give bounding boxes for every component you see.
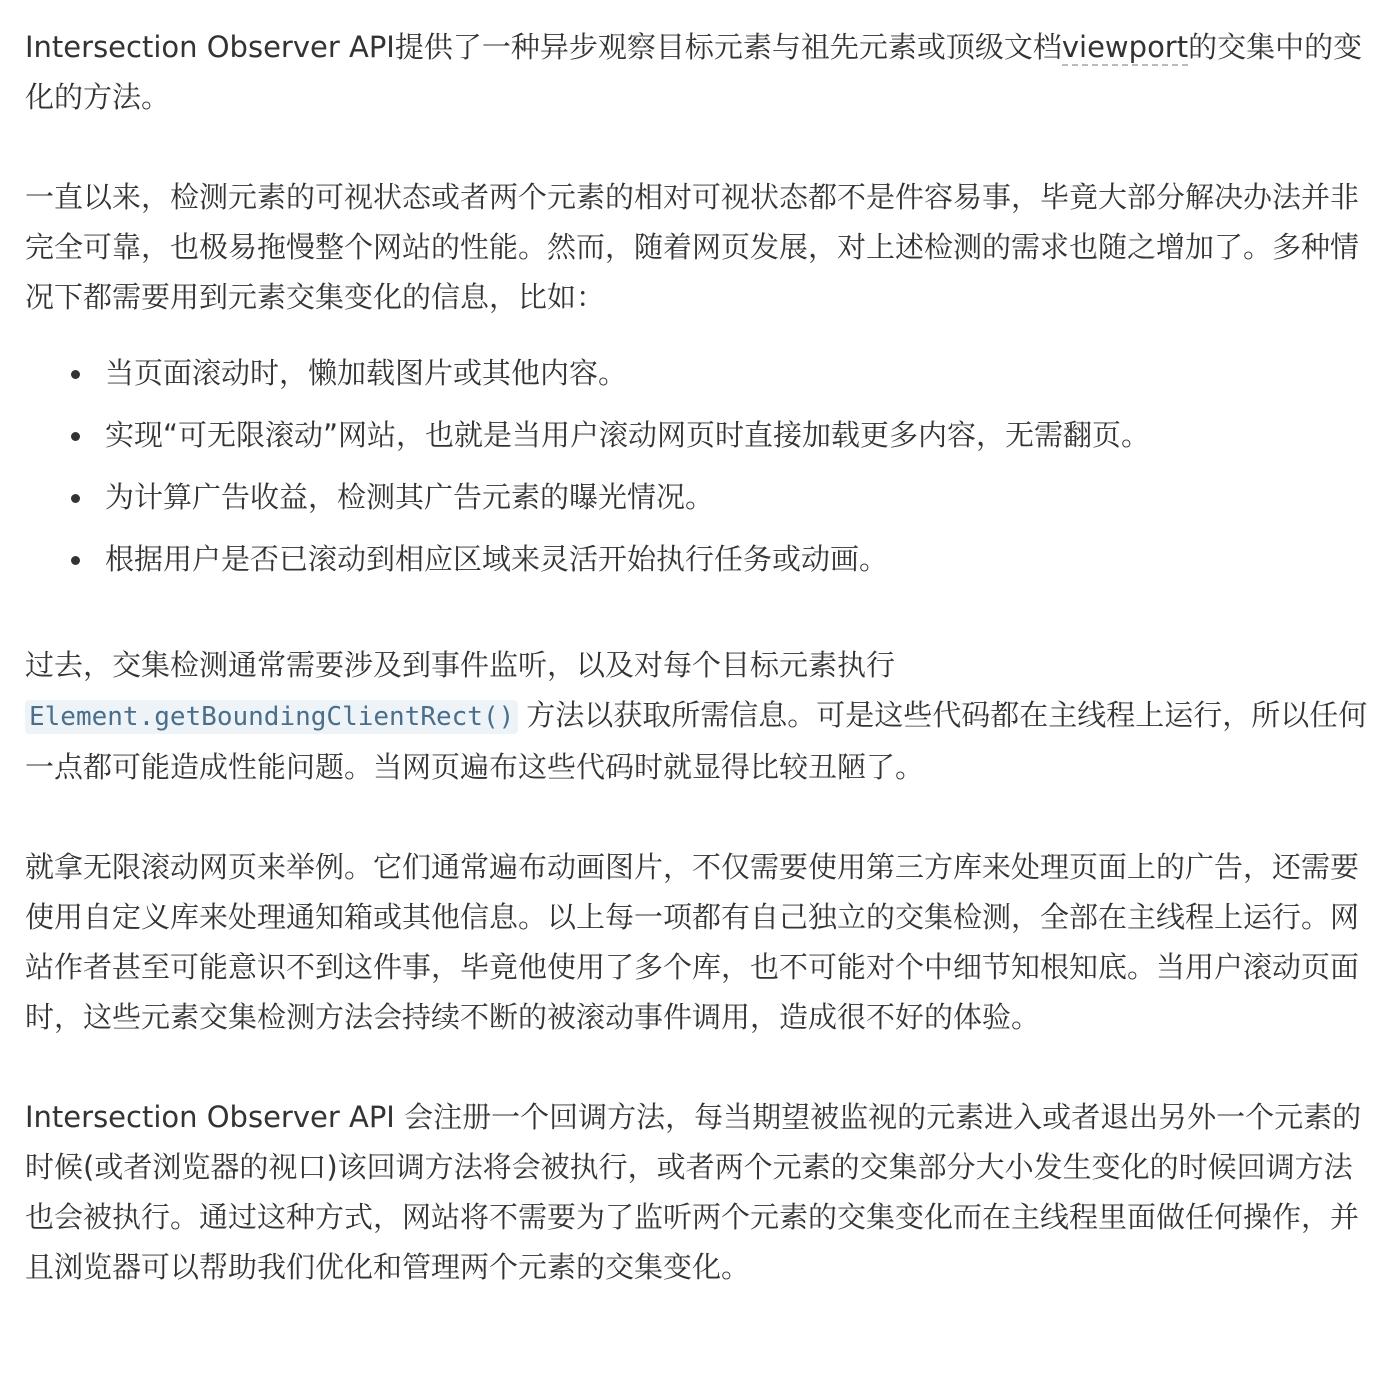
api-summary-paragraph: Intersection Observer API 会注册一个回调方法，每当期望被监视的元素进入或者退出另外一个元素的时候(或者浏览器的视口)该回调方法将会被执行，或者两个元素的交集部分大小发生变化的时候回调方法也会被执行。通过这种方式，网站将不需要为了监听两个元素的交集变化而在主线程里面做任何操作，并且浏览器可以帮助我们优化和管理两个元素的交集变化。 [25,1100,1362,1284]
inline-code: Element.getBoundingClientRect() [25,700,518,734]
list-item-text: 为计算广告收益，检测其广告元素的曝光情况。 [105,480,715,514]
past-text-before: 过去，交集检测通常需要涉及到事件监听，以及对每个目标元素执行 [25,648,896,682]
article-body [25,22,1370,1292]
bullet-icon [71,494,80,503]
use-case-list [25,342,1370,590]
list-item [25,342,1370,404]
intro-paragraph [25,22,1370,122]
past-approach-paragraph [25,640,1370,792]
list-item [25,404,1370,466]
infinite-scroll-paragraph: 就拿无限滚动网页来举例。它们通常遍布动画图片，不仅需要使用第三方库来处理页面上的广告，还需要使用自定义库来处理通知箱或其他信息。以上每一项都有自己独立的交集检测，全部在主线程上运行。网站作者甚至可能意识不到这件事，毕竟他使用了多个库，也不可能对个中细节知根知底。当用户滚动页面时，这些元素交集检测方法会持续不断的被滚动事件调用，造成很不好的体验。 [25,850,1360,1034]
viewport-term[interactable]: viewport [1061,30,1189,64]
bullet-icon [71,432,80,441]
list-item-text: 实现“可无限滚动”网站，也就是当用户滚动网页时直接加载更多内容，无需翻页。 [105,418,1151,452]
background-paragraph: 一直以来，检测元素的可视状态或者两个元素的相对可视状态都不是件容易事，毕竟大部分解决办法并非完全可靠，也极易拖慢整个网站的性能。然而，随着网页发展，对上述检测的需求也随之增加了。多种情况下都需要用到元素交集变化的信息，比如： [25,180,1360,314]
list-item-text: 当页面滚动时，懒加载图片或其他内容。 [105,356,628,390]
intro-text-before: Intersection Observer API提供了一种异步观察目标元素与祖先元素或顶级文档 [25,30,1062,64]
list-item-text: 根据用户是否已滚动到相应区域来灵活开始执行任务或动画。 [105,542,889,576]
list-item [25,466,1370,528]
list-item [25,528,1370,590]
intro-text-after: 的交集中的变化的方法。 [25,30,1363,114]
bullet-icon [71,370,80,379]
past-text-after: 方法以获取所需信息。可是这些代码都在主线程上运行，所以任何一点都可能造成性能问题。当网页遍布这些代码时就显得比较丑陋了。 [25,698,1368,784]
bullet-icon [71,556,80,565]
